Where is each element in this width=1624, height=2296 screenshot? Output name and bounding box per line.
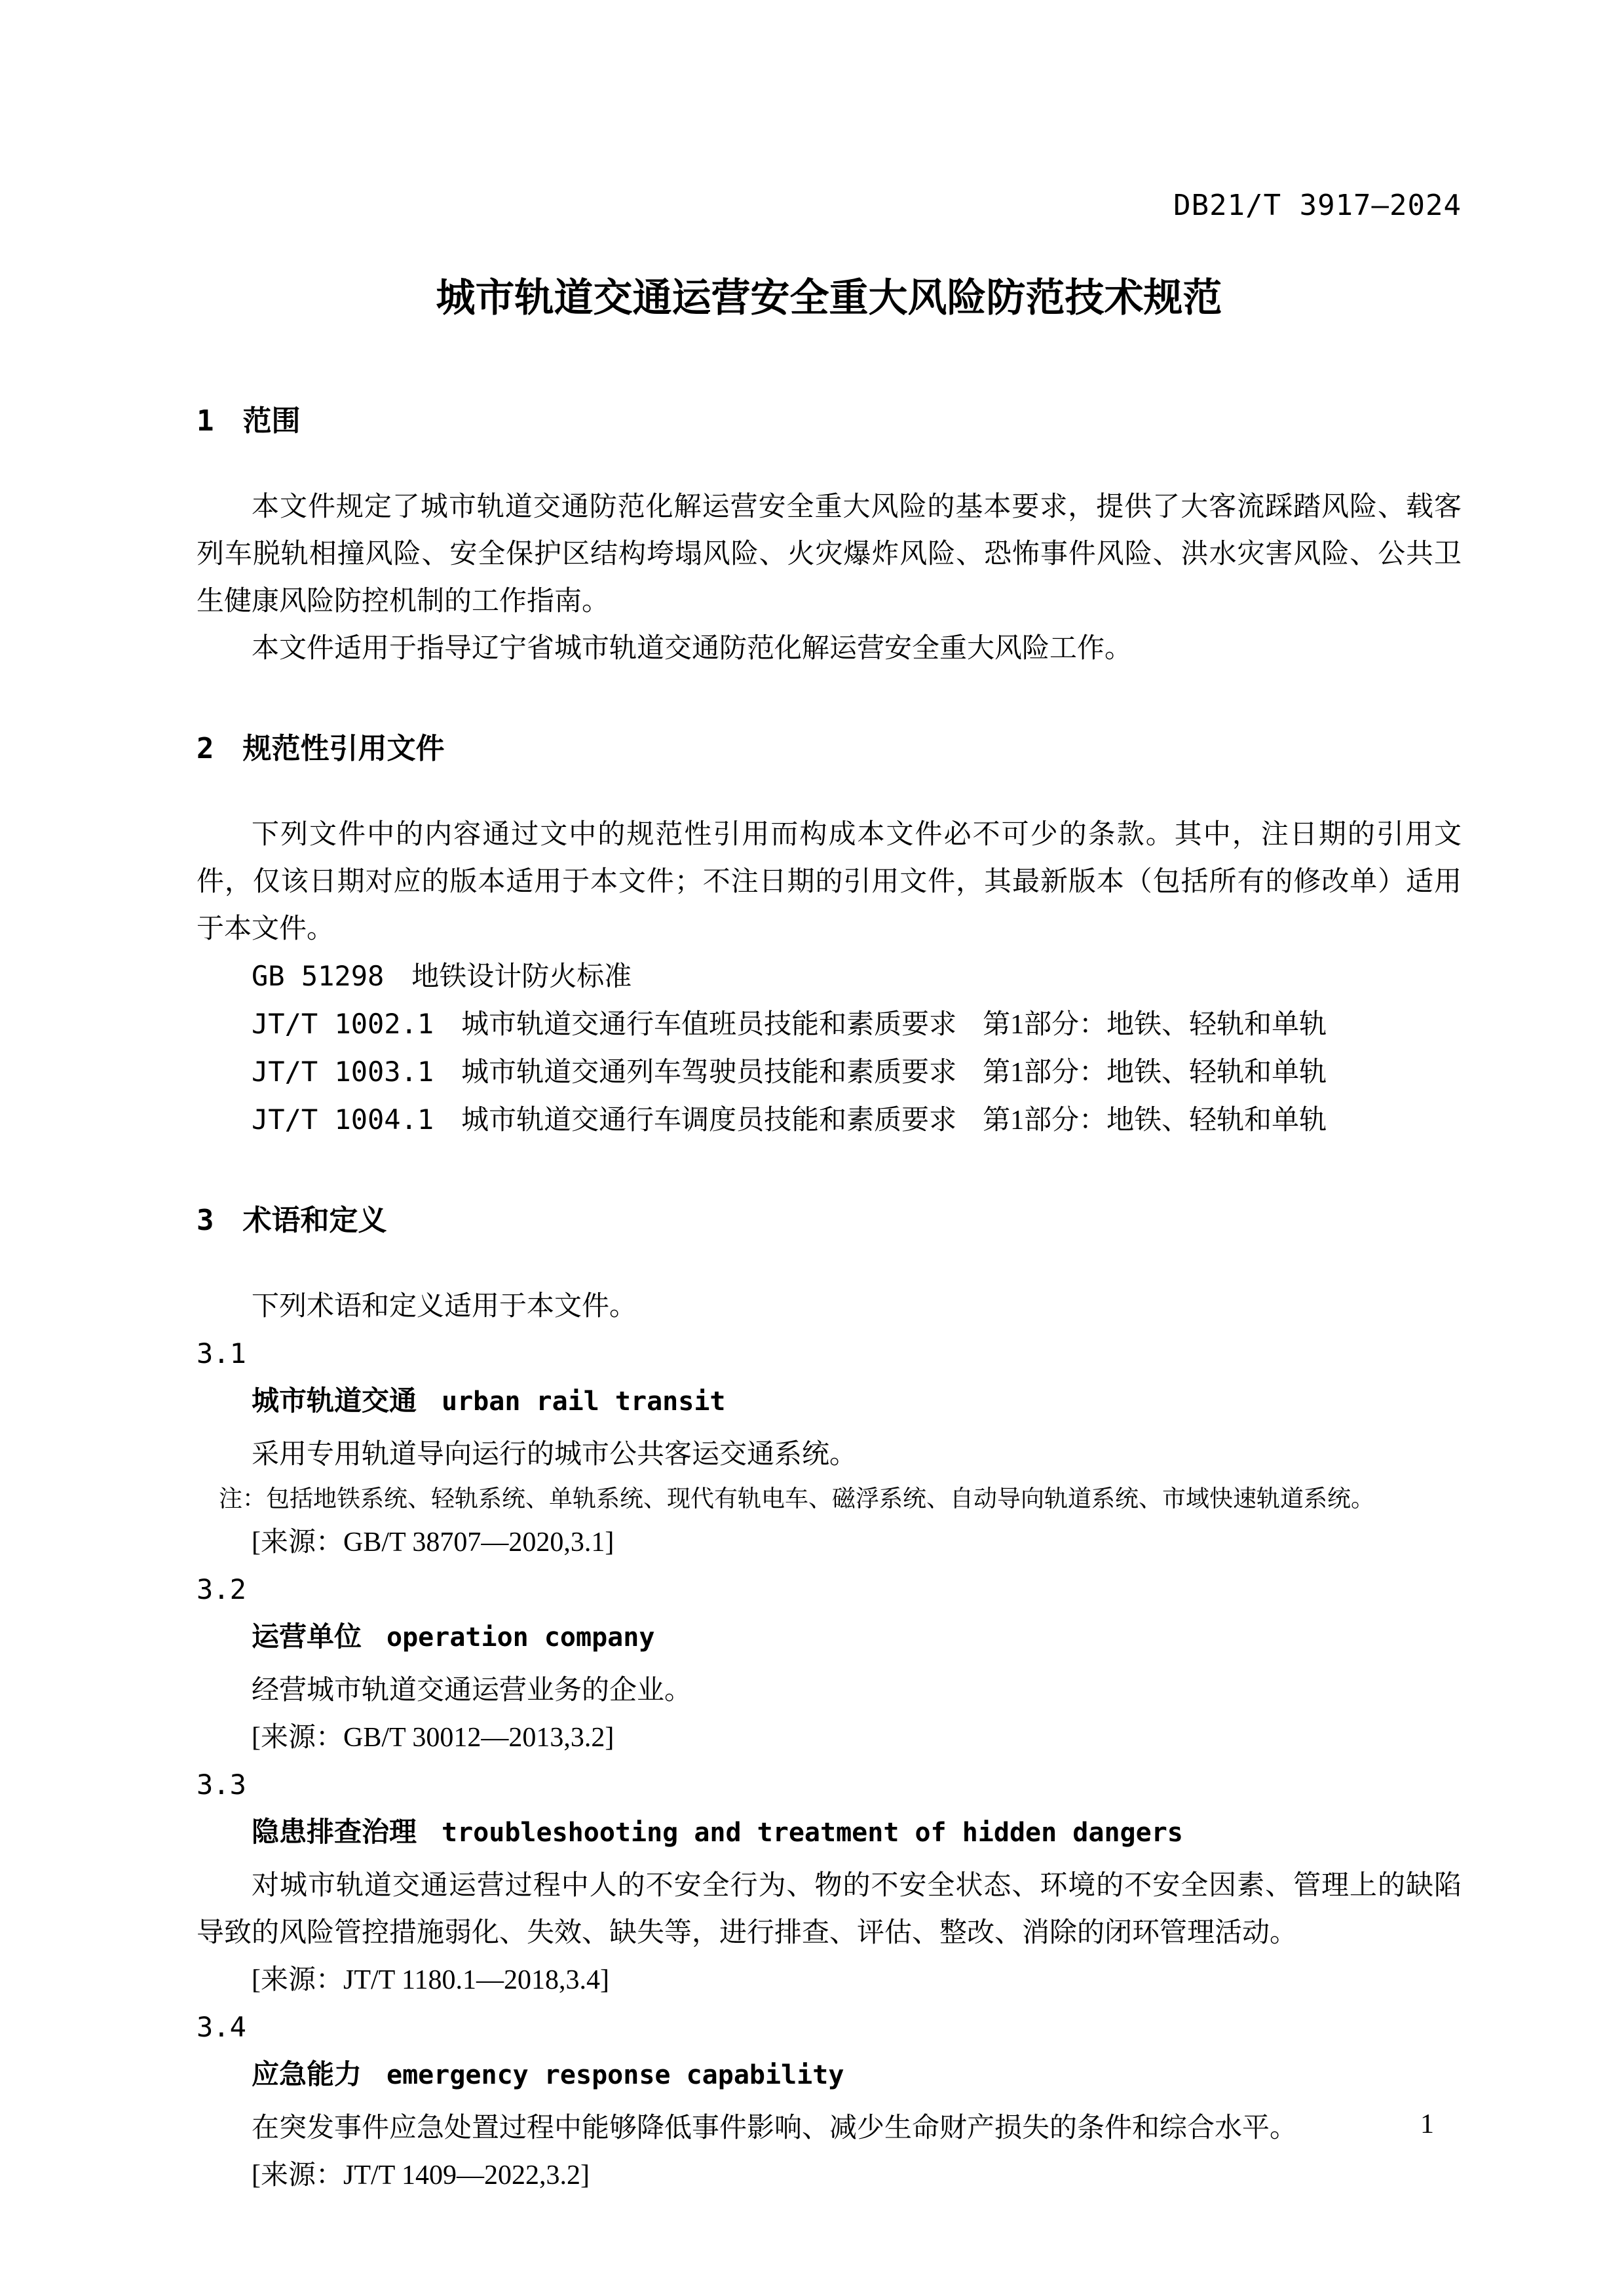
reference-part: 第1部分：地铁、轻轨和单轨 [983, 1105, 1327, 1136]
reference-part: 第1部分：地铁、轻轨和单轨 [983, 1010, 1327, 1040]
term-definition: 采用专用轨道导向运行的城市公共客运交通系统。 [252, 1440, 858, 1470]
reference-title: 地铁设计防火标准 [411, 962, 632, 992]
scope-paragraph-2: 本文件适用于指导辽宁省城市轨道交通防范化解运营安全重大风险工作。 [252, 634, 1133, 664]
term-block-3-1 [197, 1330, 1462, 1566]
term-number: 3.1 [197, 1337, 246, 1369]
term-source: [来源：JT/T 1180.1—2018,3.4] [252, 1965, 609, 1995]
term-english: urban rail transit [442, 1387, 726, 1417]
term-definition: 对城市轨道交通运营过程中人的不安全行为、物的不安全状态、环境的不安全因素、管理上的缺陷导致的风险管控措施弱化、失效、缺失等，进行排查、评估、整改、消除的闭环管理活动。 [197, 1871, 1462, 1948]
term-line [197, 1377, 1462, 1431]
reference-code: JT/T 1004.1 [252, 1103, 434, 1136]
reference-code: JT/T 1002.1 [252, 1008, 434, 1040]
term-source: [来源：GB/T 38707—2020,3.1] [252, 1527, 614, 1558]
term-chinese: 隐患排查治理 [252, 1816, 417, 1847]
reference-code: GB 51298 [252, 960, 385, 992]
terms-intro: 下列术语和定义适用于本文件。 [252, 1292, 637, 1322]
reference-item [197, 1048, 1462, 1096]
term-block-3-2 [197, 1566, 1462, 1761]
section-heading-scope [197, 405, 1462, 438]
term-block-3-3 [197, 1761, 1462, 2004]
term-chinese: 城市轨道交通 [252, 1385, 417, 1416]
section-number: 3 [197, 1204, 214, 1237]
normative-references-intro: 下列文件中的内容通过文中的规范性引用而构成本文件必不可少的条款。其中，注日期的引用文件，仅该日期对应的版本适用于本文件；不注日期的引用文件，其最新版本（包括所有的修改单）适用于本文件。 [197, 820, 1462, 944]
section-heading-normative-references [197, 733, 1462, 765]
term-line [197, 1808, 1462, 1862]
reference-item [197, 1001, 1462, 1048]
term-line [197, 1613, 1462, 1667]
term-number: 3.2 [197, 1573, 246, 1605]
term-source: [来源：JT/T 1409—2022,3.2] [252, 2160, 590, 2191]
reference-title: 城市轨道交通行车调度员技能和素质要求 [461, 1105, 957, 1136]
document-title: 城市轨道交通运营安全重大风险防范技术规范 [436, 276, 1222, 320]
scope-paragraph-1: 本文件规定了城市轨道交通防范化解运营安全重大风险的基本要求，提供了大客流踩踏风险、载客列车脱轨相撞风险、安全保护区结构垮塌风险、火灾爆炸风险、恐怖事件风险、洪水灾害风险、公共卫生健康风险防控机制的工作指南。 [197, 492, 1462, 617]
reference-part: 第1部分：地铁、轻轨和单轨 [983, 1058, 1327, 1088]
term-chinese: 运营单位 [252, 1621, 362, 1652]
section-title: 范围 [242, 405, 301, 437]
section-number: 2 [197, 732, 214, 765]
term-note: 注：包括地铁系统、轻轨系统、单轨系统、现代有轨电车、磁浮系统、自动导向轨道系统、市域快速轨道系统。 [219, 1485, 1375, 1512]
reference-title: 城市轨道交通列车驾驶员技能和素质要求 [461, 1058, 957, 1088]
term-chinese: 应急能力 [252, 2059, 362, 2090]
reference-item [197, 953, 1462, 1001]
section-title: 规范性引用文件 [242, 733, 445, 765]
term-number: 3.3 [197, 1769, 246, 1801]
section-number: 1 [197, 404, 214, 438]
reference-code: JT/T 1003.1 [252, 1056, 434, 1088]
term-english: operation company [387, 1622, 655, 1653]
term-english: emergency response capability [387, 2060, 844, 2090]
term-definition: 经营城市轨道交通运营业务的企业。 [252, 1675, 692, 1706]
reference-title: 城市轨道交通行车值班员技能和素质要求 [461, 1010, 957, 1040]
page-number: 1 [1420, 2109, 1434, 2139]
term-definition: 在突发事件应急处置过程中能够降低事件影响、减少生命财产损失的条件和综合水平。 [252, 2113, 1298, 2143]
section-heading-terms [197, 1204, 1462, 1237]
term-source: [来源：GB/T 30012—2013,3.2] [252, 1723, 614, 1753]
term-block-3-4 [197, 2004, 1462, 2199]
section-title: 术语和定义 [242, 1204, 387, 1236]
term-english: troubleshooting and treatment of hidden dangers [442, 1818, 1183, 1848]
term-line [197, 2051, 1462, 2105]
term-number: 3.4 [197, 2011, 246, 2043]
reference-item [197, 1096, 1462, 1144]
standard-number: DB21/T 3917—2024 [1173, 189, 1462, 222]
